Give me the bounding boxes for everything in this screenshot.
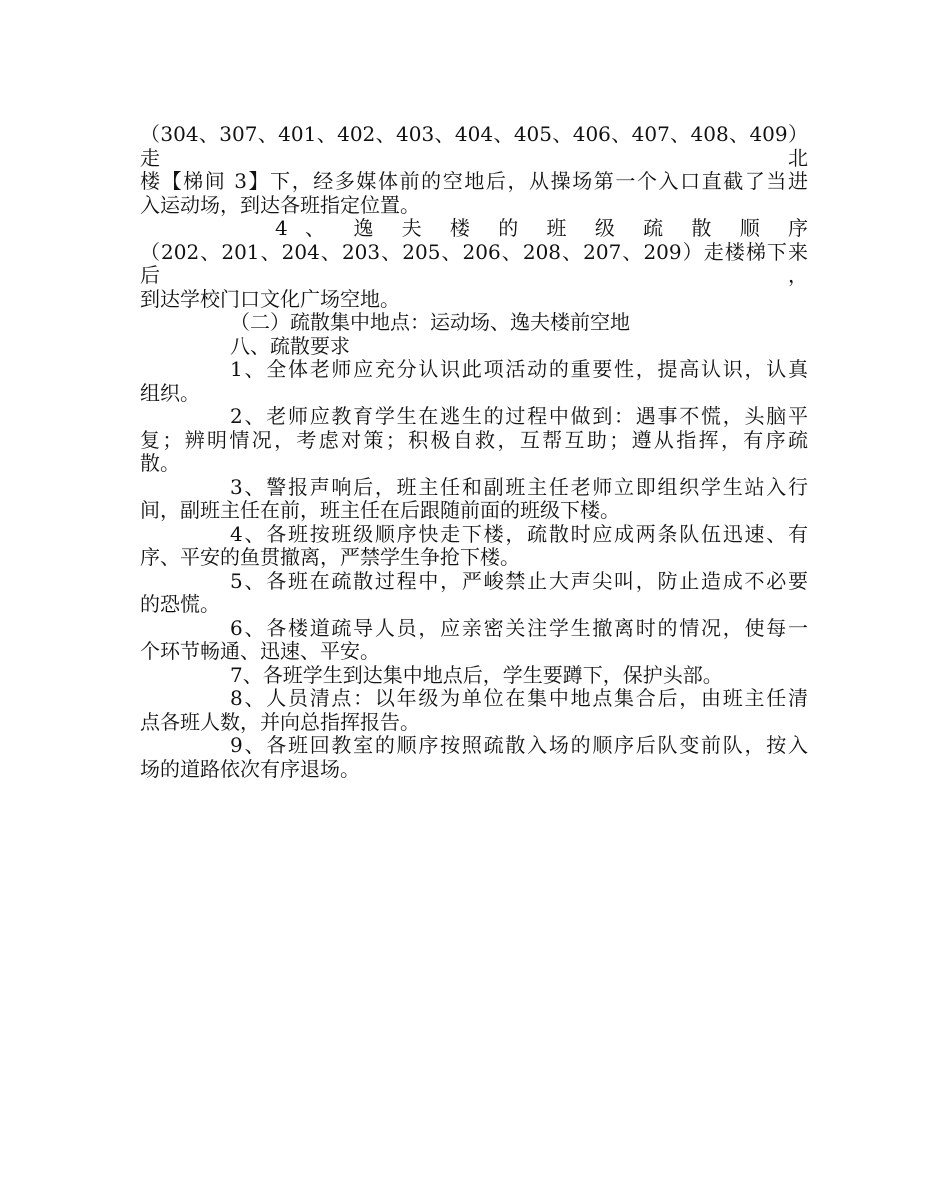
text-line: 2、老师应教育学生在逃生的过程中做到：遇事不慌，头脑平 (230, 404, 808, 428)
text-line: 4 、 逸 夫 楼 的 班 级 疏 散 顺 序 (275, 216, 808, 240)
paragraph-yifu-building-order (140, 217, 808, 311)
requirement-item-3 (140, 476, 808, 523)
text-line: 楼【梯间 3】下，经多媒体前的空地后，从操场第一个入口直截了当进 (140, 169, 808, 193)
text-line: 4、各班按班级顺序快走下楼，疏散时应成两条队伍迅速、有 (230, 521, 808, 546)
text-line: 3、警报声响后，班主任和副班主任老师立即组织学生站入行 (230, 474, 808, 499)
requirement-item-4 (140, 523, 808, 570)
section-heading-evacuation-requirements (140, 335, 808, 359)
text-line: 9、各班回教室的顺序按照疏散入场的顺序后队变前队，按入 (230, 733, 808, 757)
text-line: 个环节畅通、迅速、平安。 (140, 639, 380, 663)
text-line: 5、各班在疏散过程中，严峻禁止大声尖叫，防止造成不必要 (230, 568, 808, 593)
text-line: （202、201、204、203、205、206、208、207、209）走楼梯下来后， (140, 239, 808, 287)
text-line: 的恐慌。 (140, 592, 220, 616)
text-line: 组织。 (140, 380, 200, 405)
requirement-item-7 (140, 664, 808, 688)
paragraph-route-north-building (140, 123, 808, 217)
paragraph-assembly-points (140, 311, 808, 335)
text-line: 6、各楼道疏导人员，应亲密关注学生撤离时的情况，使每一 (230, 615, 808, 640)
requirement-item-5 (140, 570, 808, 617)
text-line: 间，副班主任在前，班主任在后跟随前面的班级下楼。 (140, 498, 620, 522)
document-body (140, 123, 808, 781)
requirement-item-2 (140, 405, 808, 476)
requirement-item-8 (140, 687, 808, 734)
requirement-item-6 (140, 617, 808, 664)
text-line: 散。 (140, 451, 180, 475)
text-line: （二）疏散集中地点：运动场、逸夫楼前空地 (230, 310, 630, 334)
text-line: 入运动场，到达各班指定位置。 (140, 192, 420, 217)
requirement-item-9 (140, 734, 808, 781)
text-line: 序、平安的鱼贯撤离，严禁学生争抢下楼。 (140, 545, 520, 569)
requirement-item-1 (140, 358, 808, 405)
text-line: 7、各班学生到达集中地点后，学生要蹲下，保护头部。 (230, 662, 723, 687)
text-line: 点各班人数，并向总指挥报告。 (140, 709, 420, 734)
text-line: 8、人员清点：以年级为单位在集中地点集合后，由班主任清 (230, 686, 808, 710)
text-line: 1、全体老师应充分认识此项活动的重要性，提高认识，认真 (230, 357, 808, 381)
text-line: 八、疏散要求 (230, 333, 350, 358)
text-line: 复；辨明情况，考虑对策；积极自救，互帮互助；遵从指挥，有序疏 (140, 427, 808, 452)
text-line: （304、307、401、402、403、404、405、406、407、408、409）走北 (140, 122, 808, 170)
text-line: 到达学校门口文化广场空地。 (140, 286, 400, 311)
text-line: 场的道路依次有序退场。 (140, 756, 360, 781)
